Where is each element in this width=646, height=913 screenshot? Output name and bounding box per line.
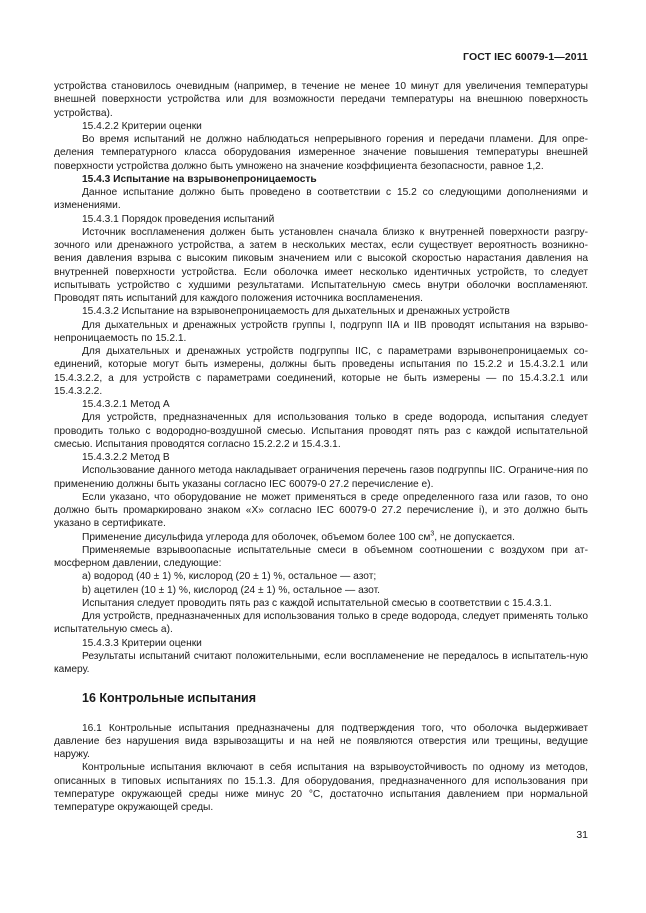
paragraph-text: 15.4.3.1 Порядок проведения испытаний bbox=[82, 213, 275, 225]
paragraph-text: 15.4.3.3 Критерии оценки bbox=[82, 637, 202, 649]
paragraph bbox=[54, 531, 588, 544]
paragraph-text: Применение дисульфида углерода для оболочек, объемом более 100 см bbox=[82, 531, 431, 543]
paragraph-text: Данное испытание должно быть проведено в соответствии с 15.2 со следующими дополнениями и изменениями. bbox=[54, 187, 588, 212]
paragraph-text: устройства становилось очевидным (например, в течение не менее 10 минут для увеличения температуры внешней поверхности устройства или для возможности передачи температуры на внешнюю поверхность устройства). bbox=[54, 81, 588, 119]
paragraph-text: Для дыхательных и дренажных устройств подгруппы IIC, с параметрами взрывонепроницаемых со-единений, которые могут быть измерены, должны быть проведены испытания по 15.2.2 и 15.4.3.2.1 или 15.4.3.2.2, а для устройств с параметрами соединений, которые не быть измерены — по 15.4.3.2.1 или 15.4.3.2.2. bbox=[54, 346, 588, 397]
paragraph bbox=[54, 120, 588, 133]
paragraph-text: Испытания следует проводить пять раз с каждой испытательной смесью в соответствии с 15.4.3.1. bbox=[82, 597, 552, 609]
superscript: 3 bbox=[430, 530, 435, 538]
paragraph-text: Использование данного метода накладывает ограничения перечень газов подгруппы IIC. Ограниче-ния по применению должны быть указаны согласно IEC 60079-0 27.2 перечисление е). bbox=[54, 465, 588, 490]
section-16-title: 16 Контрольные испытания bbox=[82, 691, 257, 706]
paragraph bbox=[54, 411, 588, 451]
paragraph bbox=[54, 610, 588, 637]
paragraph: Контрольные испытания включают в себя испытания на взрывоустойчивость по одному из методов, описанных в типовых испытаниях по 15.1.3. Для оборудования, предназначенного для использования при температуре окружающей среды ниже минус 20 °С, достаточно испытания давлением при нормальной температуре окружающей среды. bbox=[54, 762, 588, 813]
paragraph bbox=[54, 398, 588, 411]
page-number: 31 bbox=[576, 829, 588, 841]
paragraph-text: 15.4.3.2.1 Метод А bbox=[82, 399, 170, 410]
paragraph-text: Применяемые взрывоопасные испытательные смеси в объемном соотношении с воздухом при ат-мосферном давлении, следующие: bbox=[54, 544, 588, 569]
paragraph-text: 15.4.3 Испытание на взрывонепроницаемость bbox=[82, 173, 317, 185]
document-body bbox=[54, 80, 588, 814]
paragraph-text: Во время испытаний не должно наблюдаться непрерывного горения и передачи пламени. Для опре-деления температурного класса оборудования измеренное значение повышения температуры внешней поверхности устройства должно быть умножено на значение коэффициента безопасности, равное 1,2. bbox=[54, 134, 588, 172]
paragraph: 16.1 Контрольные испытания предназначены для подтверждения того, что оболочка выдерживает давление без нарушения вида взрывозащиты и на ней не появляются отверстия или трещины, ведущие наружу. bbox=[54, 722, 588, 760]
paragraph-text: Для устройств, предназначенных для использования только в среде водорода, испытания следует проводить только с водородно-воздушной смесью. Испытания проводят пять раз с каждой испытательной смесью. Испытания проводятся согласно 15.2.2.2 и 15.4.3.1. bbox=[54, 412, 588, 450]
paragraph bbox=[54, 464, 588, 491]
paragraph bbox=[54, 570, 588, 583]
paragraph-text: Если указано, что оборудование не может применяться в среде определенного газа или газов, то оно должно быть промаркировано знаком «X» согласно IEC 60079-0 27.2 перечисление i), и это должно быть указано в сертификате. bbox=[54, 491, 588, 530]
paragraph bbox=[54, 213, 588, 226]
paragraph bbox=[54, 305, 588, 318]
paragraph bbox=[54, 637, 588, 650]
section-15-text bbox=[54, 80, 588, 676]
paragraph-text-tail: , не допускается. bbox=[434, 531, 515, 543]
paragraph-text: 15.4.2.2 Критерии оценки bbox=[82, 120, 202, 132]
paragraph bbox=[54, 584, 588, 597]
document-header: ГОСТ IEC 60079-1—2011 bbox=[463, 51, 588, 63]
paragraph bbox=[54, 319, 588, 346]
section-16-text bbox=[54, 722, 588, 815]
paragraph bbox=[54, 133, 588, 173]
paragraph bbox=[54, 226, 588, 306]
paragraph bbox=[54, 80, 588, 120]
paragraph bbox=[54, 186, 588, 213]
paragraph bbox=[54, 345, 588, 398]
paragraph-text: Для устройств, предназначенных для использования только в среде водорода, следует применять только испытательную смесь а). bbox=[54, 611, 588, 636]
subsection-heading bbox=[54, 173, 588, 186]
paragraph bbox=[54, 597, 588, 610]
paragraph-text: Результаты испытаний считают положительными, если воспламенение не передалось в испытатель-ную камеру. bbox=[54, 650, 588, 675]
paragraph-text: Для дыхательных и дренажных устройств группы I, подгрупп IIA и IIB проводят испытания на взрыво-непроницаемость по 15.2.1. bbox=[54, 319, 588, 344]
paragraph-text: 15.4.3.2 Испытание на взрывонепроницаемость для дыхательных и дренажных устройств bbox=[82, 306, 510, 318]
paragraph bbox=[54, 544, 588, 571]
paragraph bbox=[54, 451, 588, 464]
paragraph bbox=[54, 650, 588, 677]
paragraph-text: b) ацетилен (10 ± 1) %, кислород (24 ± 1) %, остальное — азот. bbox=[82, 584, 380, 596]
paragraph-text: 15.4.3.2.2 Метод В bbox=[82, 452, 170, 463]
paragraph-text: Источник воспламенения должен быть установлен сначала близко к внутренней поверхности разгру-зочного или дренажного устройства, а затем в нескольких местах, если существует вероятность возникно-вения давления взрыва с высоким пиковым значением или с высокой скоростью нарастания давления на внутренней поверхности устройства. Если оболочка имеет несколько идентичных устройств, то следует испытывать устройство с худшими результатами. Испытательную смесь внутри оболочки воспламеняют. Проводят пять испытаний для каждого положения источника воспламенения. bbox=[54, 226, 588, 304]
paragraph bbox=[54, 491, 588, 531]
paragraph-text: a) водород (40 ± 1) %, кислород (20 ± 1) %, остальное — азот; bbox=[82, 571, 377, 583]
